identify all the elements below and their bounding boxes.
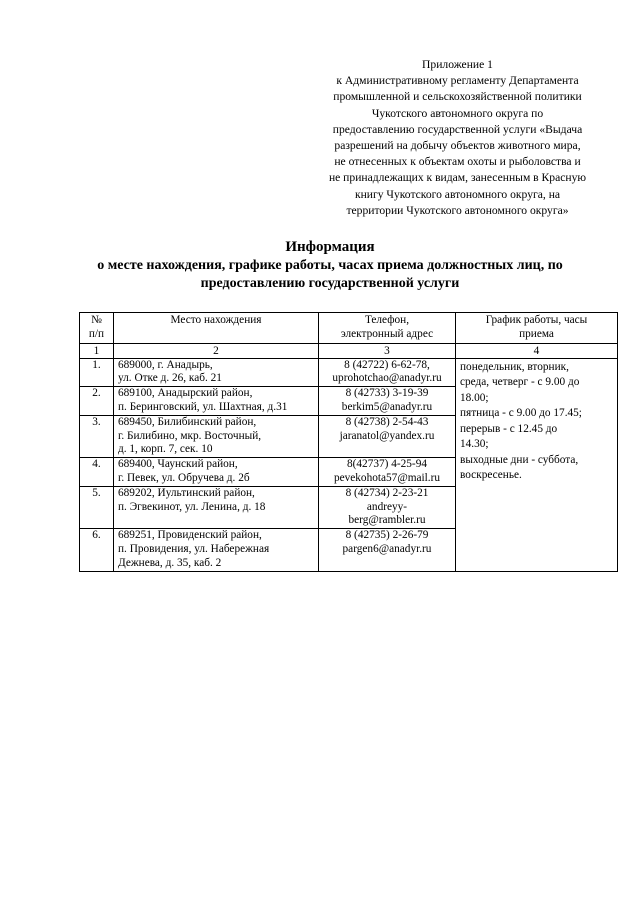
- appendix-line: книгу Чукотского автономного округа, на: [354, 187, 561, 201]
- row-contact: 8 (42738) 2-54-43 jaranatol@yandex.ru: [319, 415, 456, 457]
- column-number-row: [80, 343, 618, 358]
- appendix-block: [300, 57, 615, 219]
- row-number: 3.: [80, 415, 114, 457]
- row-location: 689202, Иультинский район, п. Эгвекинот, ул. Ленина, д. 18: [114, 486, 319, 528]
- appendix-line: промышленной и сельскохозяйственной политики: [333, 90, 582, 104]
- row-number: 4.: [80, 458, 114, 487]
- row-number: 6.: [80, 529, 114, 571]
- document-title: Информация: [285, 239, 375, 255]
- appendix-line: предоставлению государственной услуги «Выдача: [332, 122, 583, 136]
- row-contact: 8(42737) 4-25-94 pevekohota57@mail.ru: [319, 458, 456, 487]
- row-contact: 8 (42722) 6-62-78, uprohotchao@anadyr.ru: [319, 358, 456, 387]
- row-location: 689000, г. Анадырь, ул. Отке д. 26, каб. 21: [114, 358, 319, 387]
- document-subtitle-line: предоставлению государственной услуги: [200, 276, 460, 291]
- appendix-line: Приложение 1: [422, 58, 493, 71]
- table-header-row: [80, 313, 618, 344]
- column-number: 2: [114, 343, 319, 358]
- row-location: 689100, Анадырский район, п. Беринговский, ул. Шахтная, д.31: [114, 387, 319, 416]
- row-number: 5.: [80, 486, 114, 528]
- document-subtitle-line: о месте нахождения, графике работы, часах приема должностных лиц, по: [97, 258, 563, 273]
- column-number: 4: [456, 343, 618, 358]
- row-number: 1.: [80, 358, 114, 387]
- row-location: 689450, Билибинский район, г. Билибино, мкр. Восточный, д. 1, корп. 7, сек. 10: [114, 415, 319, 457]
- row-location: 689400, Чаунский район, г. Певек, ул. Обручева д. 2б: [114, 458, 319, 487]
- column-number: 1: [80, 343, 114, 358]
- column-number: 3: [319, 343, 456, 358]
- offices-table: [79, 312, 618, 572]
- appendix-line: разрешений на добычу объектов животного мира,: [334, 139, 581, 153]
- appendix-line: Чукотского автономного округа по: [371, 106, 544, 120]
- row-location: 689251, Провиденский район, п. Провидения, ул. Набережная Дежнева, д. 35, каб. 2: [114, 529, 319, 571]
- header-location: Место нахождения: [114, 313, 319, 344]
- row-contact: 8 (42733) 3-19-39 berkim5@anadyr.ru: [319, 387, 456, 416]
- appendix-line: не отнесенных к объектам охоты и рыболовства и: [334, 155, 581, 169]
- row-number: 2.: [80, 387, 114, 416]
- header-num: № п/п: [80, 313, 114, 344]
- header-contact: Телефон, электронный адрес: [319, 313, 456, 344]
- appendix-line: территории Чукотского автономного округа»: [346, 203, 569, 217]
- appendix-line: не принадлежащих к видам, занесенным в Красную: [328, 171, 587, 185]
- appendix-line: к Административному регламенту Департамента: [336, 74, 579, 88]
- table-row: [80, 358, 618, 387]
- schedule-cell: понедельник, вторник, среда, четверг - с 9.00 до 18.00; пятница - с 9.00 до 17.45; перерыв - с 12.45 до 14.30; выходные дни - суббота, воскресенье.: [456, 358, 618, 571]
- row-contact: 8 (42735) 2-26-79 pargen6@anadyr.ru: [319, 529, 456, 571]
- header-schedule: График работы, часы приема: [456, 313, 618, 344]
- row-contact: 8 (42734) 2-23-21 andreyy- berg@rambler.ru: [319, 486, 456, 528]
